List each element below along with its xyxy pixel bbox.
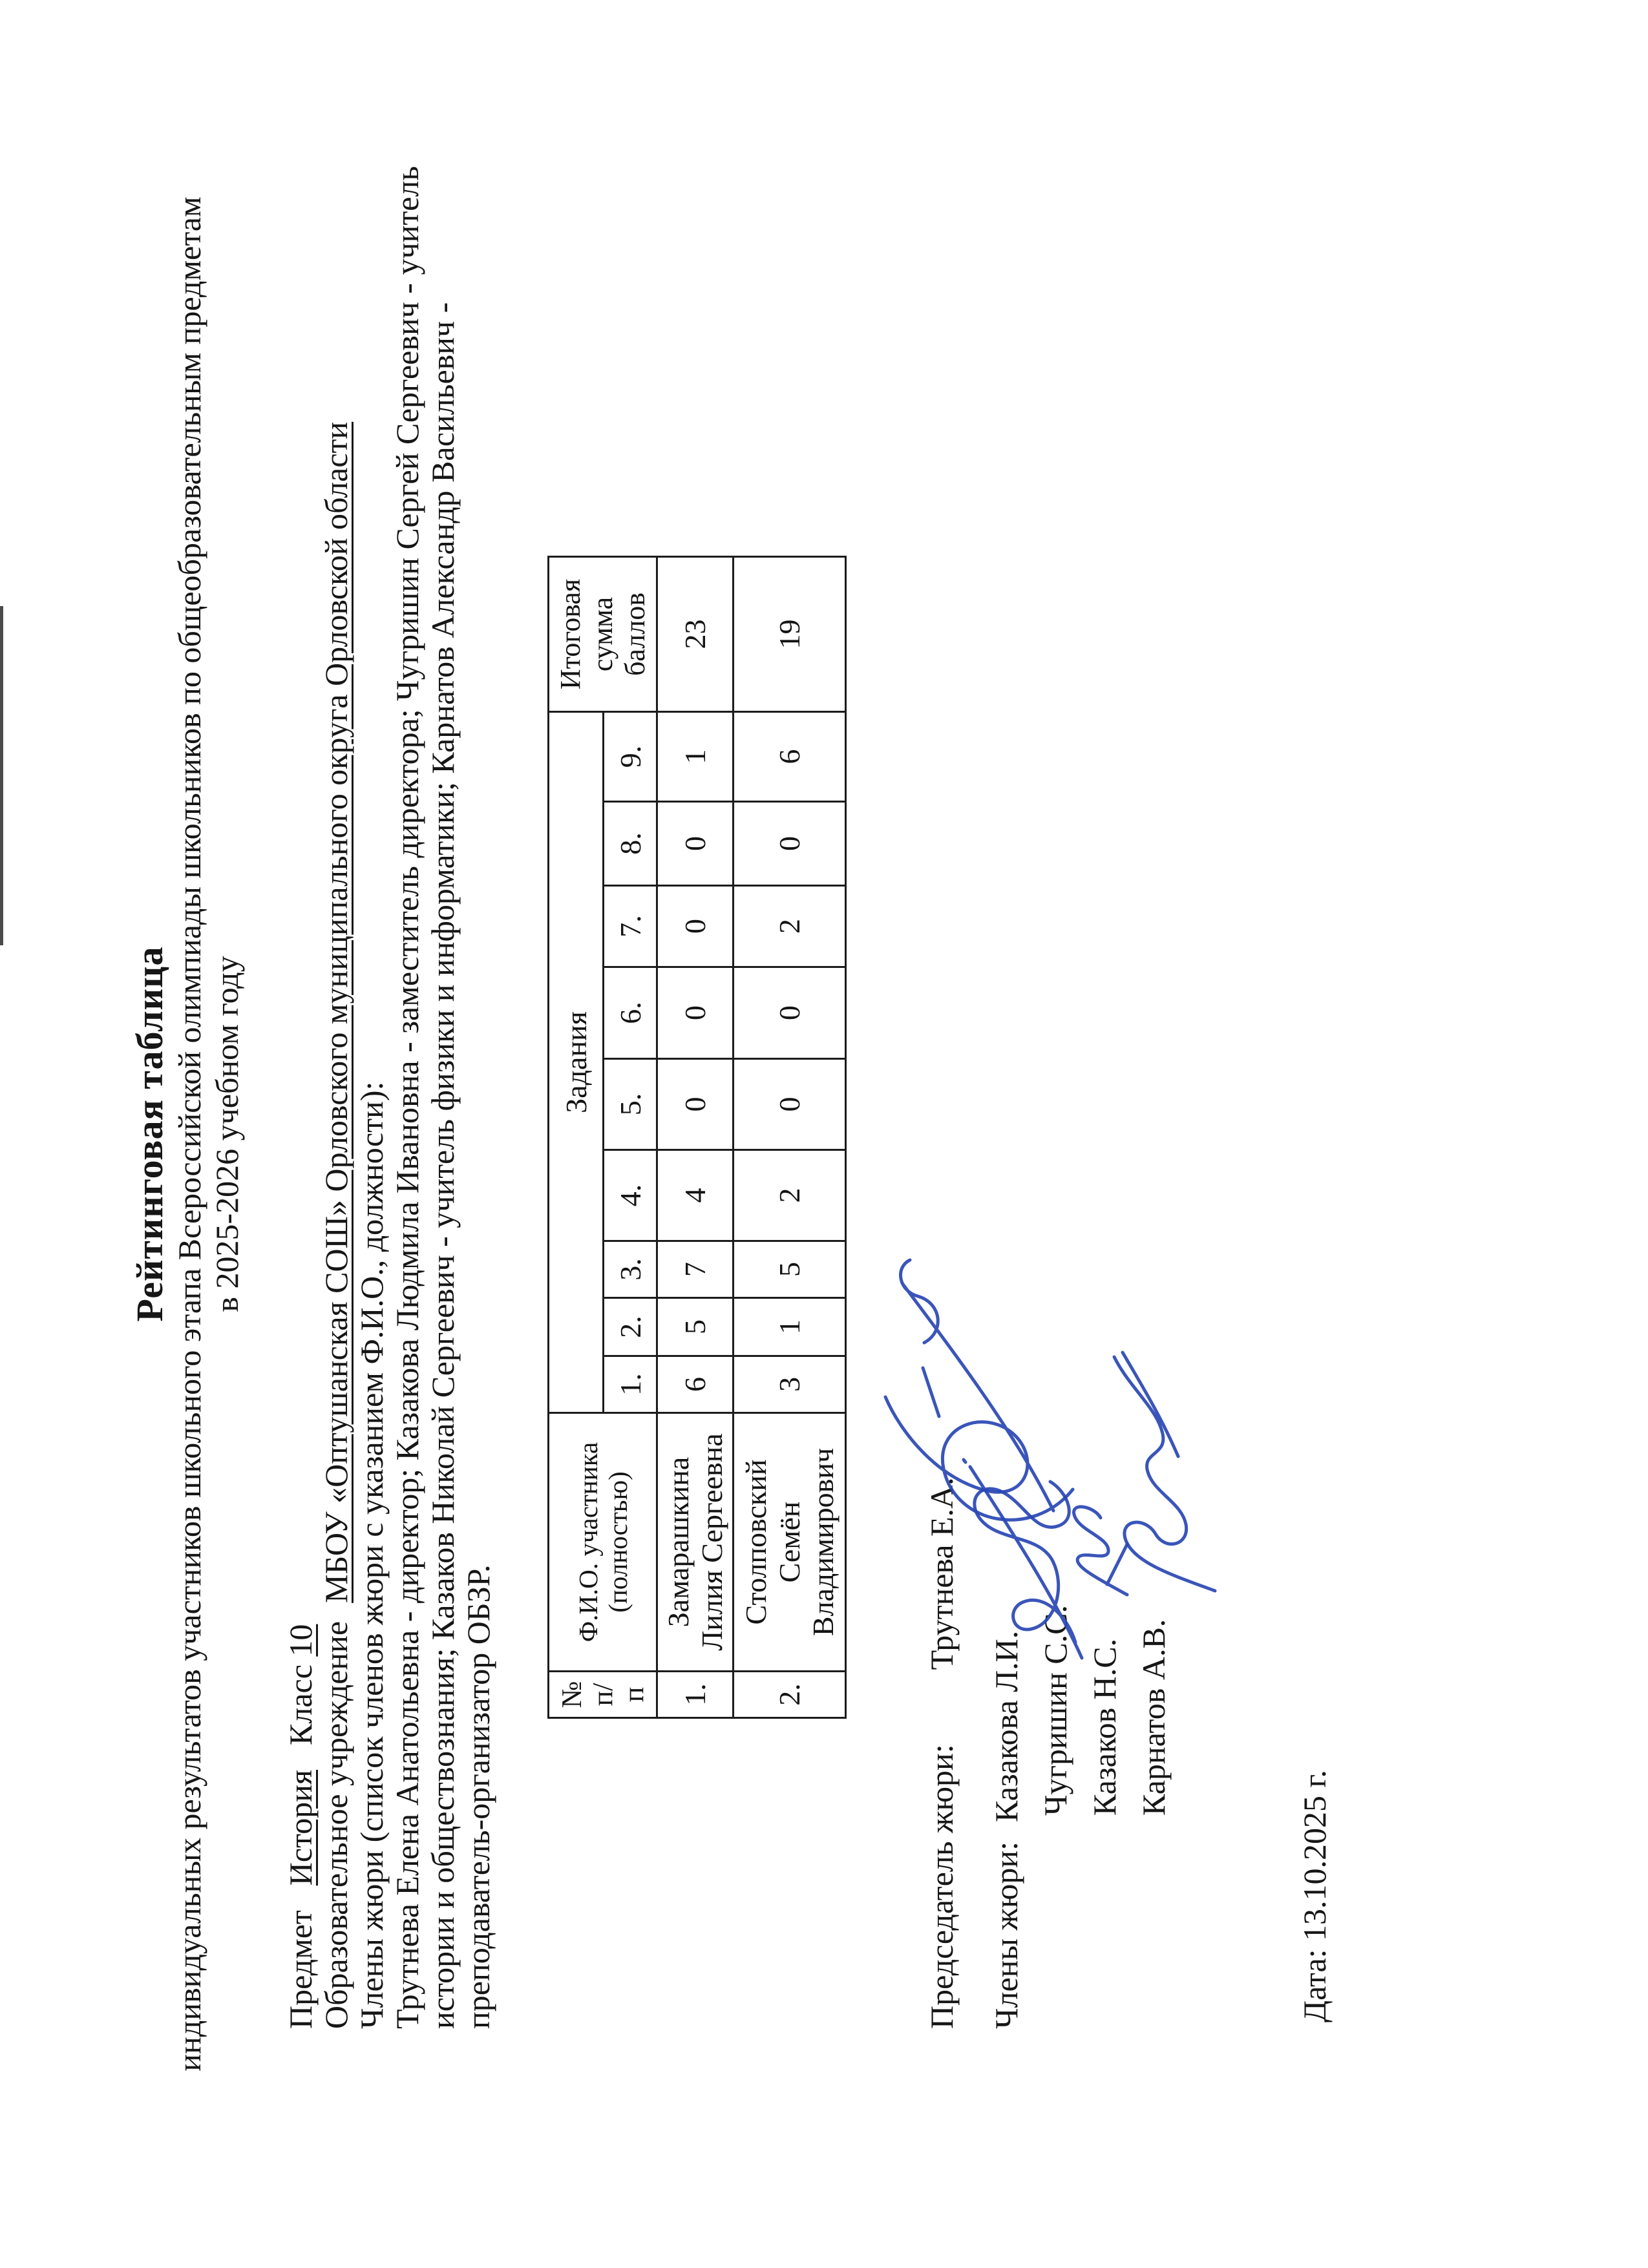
members-signature-line-3: Казаков Н.С. [1086,1638,1123,1816]
subject-label: Предмет [282,1910,319,2029]
score-cell: 5 [657,1298,734,1356]
score-cell: 0 [734,967,846,1059]
org-label: Образовательное учреждение [318,1621,354,2029]
table-row [734,557,846,1718]
task-header-7: 7. [604,886,657,967]
task-header-2: 2. [604,1298,657,1356]
meta-block [283,39,496,2029]
task-header-8: 8. [604,802,657,886]
score-cell: 0 [657,967,734,1059]
fio-header-line1: Ф.И.О. участника [573,1442,603,1643]
row-number: 2. [734,1672,846,1718]
score-cell: 0 [657,886,734,967]
name-line: Владимирович [806,1447,840,1637]
task-header-4: 4. [604,1150,657,1241]
title-block [129,0,246,2268]
subject-line [283,39,319,2029]
class-value: 10 [282,1624,319,1657]
score-cell: 4 [657,1150,734,1241]
signature-karnatov-ink [1114,1352,1215,1591]
column-header-num [549,1672,657,1718]
column-header-tasks: Задания [549,712,604,1413]
score-cell: 3 [734,1356,846,1413]
chairman-name: Трутнева Е.А. [924,1477,960,1670]
num-header-line2: п/п [586,1683,650,1706]
org-value: МБОУ «Оптушанская СОШ» Орловского муниципального округа Орловской области [318,421,354,1603]
score-cell: 0 [657,802,734,886]
signature-kazakov-ink [1074,1507,1127,1595]
name-line: Лилия Сергеевна [695,1433,728,1651]
total-cell: 23 [657,557,734,712]
class-label: Класс [282,1664,319,1745]
score-cell: 0 [734,802,846,886]
results-table [547,556,847,1719]
score-cell: 1 [734,1298,846,1356]
task-header-1: 1. [604,1356,657,1413]
task-header-3: 3. [604,1241,657,1298]
task-header-9: 9. [604,712,657,802]
score-cell: 0 [734,1059,846,1150]
fio-header-line2: (полностью) [602,1471,633,1613]
signature-trutneva-ink [885,1260,1073,1520]
participant-name [657,1413,734,1672]
name-line: Замарашкина [661,1456,695,1628]
subject-value: История [282,1769,319,1886]
total-cell: 19 [734,557,846,712]
scan-edge-artifact [0,606,3,945]
score-cell: 0 [657,1059,734,1150]
table-row [657,557,734,1718]
score-cell: 7 [657,1241,734,1298]
chairman-signature-line [923,1477,960,2029]
participant-name [734,1413,846,1672]
document-subtitle-year: в 2025-2026 учебном году [209,956,245,1312]
task-header-6: 6. [604,967,657,1059]
task-header-5: 5. [604,1059,657,1150]
org-line [319,39,354,2029]
members-signature-line-1 [988,1631,1025,2029]
chairman-label: Председатель жюри: [924,1744,960,2029]
jury-intro-line: Члены жюри (список членов жюри с указанием Ф.И.О., должности): [354,1081,390,2029]
jury-names-line-3: преподаватель-организатор ОБЗР. [460,1564,496,2029]
jury-names-line-1: Трутнева Елена Анатольевна - директор; Казакова Людмила Ивановна - заместитель директора; Чугришин Сергей Сергеевич - учитель [389,165,425,2029]
total-header-text: Итоговая сумма баллов [554,578,651,690]
score-cell: 6 [734,712,846,802]
score-cell: 6 [657,1356,734,1413]
row-number: 1. [657,1672,734,1718]
name-line: Семён [772,1501,806,1583]
score-cell: 2 [734,886,846,967]
score-cell: 1 [657,712,734,802]
jury-names-line-2: истории и обществознания; Казаков Николай Сергеевич - учитель физики и информатики; Карнатов Александр Васильевич - [425,302,461,2029]
score-cell: 5 [734,1241,846,1298]
score-cell: 2 [734,1150,846,1241]
members-signature-line-4: Карнатов А.В. [1136,1619,1172,1816]
num-header-line1: № [555,1681,587,1708]
member-name-1: Казакова Л.И. [988,1630,1024,1822]
document-title: Рейтинговая таблица [129,946,171,1322]
column-header-total [549,557,657,712]
name-line: Столповский [739,1459,772,1625]
document-subtitle: индивидуальных результатов участников школьного этапа Всероссийской олимпиады школьников по общеобразовательным предметам [171,196,207,2072]
column-header-fio [549,1413,657,1672]
members-label: Члены жюри: [988,1841,1024,2029]
date-line: Дата: 13.10.2025 г. [1296,1770,1333,2022]
members-signature-line-2: Чугришин С.С. [1037,1605,1073,1816]
